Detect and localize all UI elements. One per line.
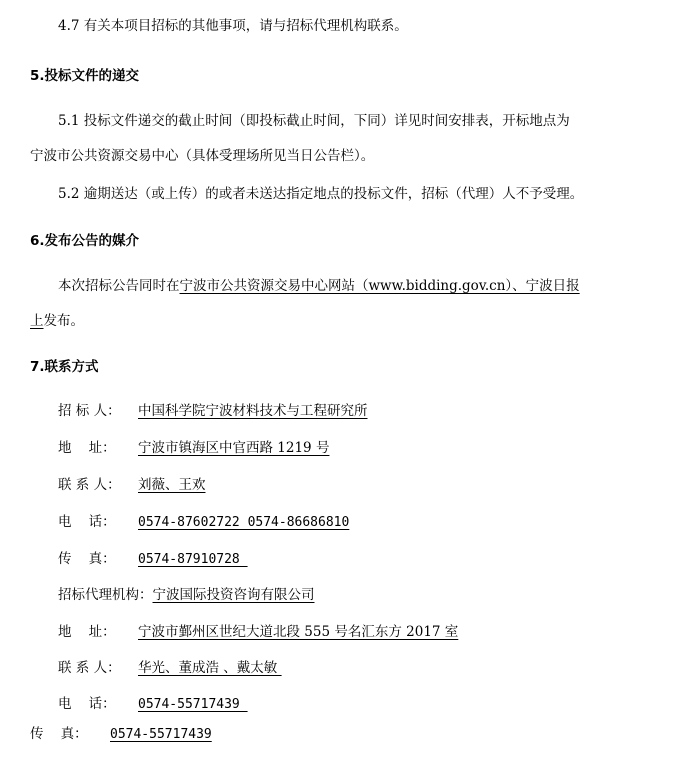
agency-address-label: 地 址： [58,624,116,640]
agency-fax-label: 传 真： [30,726,88,742]
contact-agency-fax [30,724,212,745]
clause-6-prefix: 本次招标公告同时在 [58,278,180,294]
clause-5-1-line2: 宁波市公共资源交易中心（具体受理场所见当日公告栏）。 [30,148,375,164]
agency-phone-label: 电 话： [58,696,116,712]
address-value: 宁波市镇海区中官西路 1219 号 [138,440,330,456]
agency-phone-value: 0574-55717439 [138,697,248,712]
agency-contact-value: 华光、董成浩 、戴太敏 [138,660,282,676]
agency-contact-label: 联 系 人： [58,660,121,676]
contact-fax [58,549,248,570]
agency-fax-value: 0574-55717439 [110,727,212,742]
contact-agency-person [58,658,282,678]
phone-value: 0574-87602722 0574-86686810 [138,515,350,530]
media-link-continued[interactable]: 上 [30,313,44,329]
section-7-heading: 7.联系方式 [30,359,99,375]
contact-agency-address [58,622,458,642]
contact-value: 刘薇、王欢 [138,477,206,493]
clause-6-line1 [58,276,580,296]
tenderer-value: 中国科学院宁波材料技术与工程研究所 [138,403,368,419]
contact-agency [58,585,315,605]
address-label: 地 址： [58,440,116,456]
contact-phone [58,512,349,533]
fax-label: 传 真： [58,551,116,567]
clause-6-line2 [30,311,84,331]
contact-tenderer [58,401,368,421]
clause-4-7: 4.7 有关本项目招标的其他事项，请与招标代理机构联系。 [58,18,408,34]
tenderer-label: 招 标 人： [58,403,121,419]
clause-5-1-line1: 5.1 投标文件递交的截止时间（即投标截止时间，下同）详见时间安排表，开标地点为 [58,113,570,129]
agency-label: 招标代理机构： [58,587,153,603]
section-5-heading: 5.投标文件的递交 [30,68,140,84]
section-6-heading: 6.发布公告的媒介 [30,233,140,249]
clause-6-suffix: 发布。 [43,313,84,329]
fax-value: 0574-87910728 [138,552,248,567]
contact-label: 联 系 人： [58,477,121,493]
agency-address-value: 宁波市鄞州区世纪大道北段 555 号名汇东方 2017 室 [138,624,459,640]
phone-label: 电 话： [58,514,116,530]
contact-person [58,475,206,495]
media-link[interactable]: 宁波市公共资源交易中心网站（www.bidding.gov.cn）、宁波日报 [179,278,580,294]
contact-agency-phone [58,694,248,715]
agency-value: 宁波国际投资咨询有限公司 [152,587,315,603]
contact-address [58,438,329,458]
clause-5-2: 5.2 逾期送达（或上传）的或者未送达指定地点的投标文件，招标（代理）人不予受理。 [58,186,584,202]
